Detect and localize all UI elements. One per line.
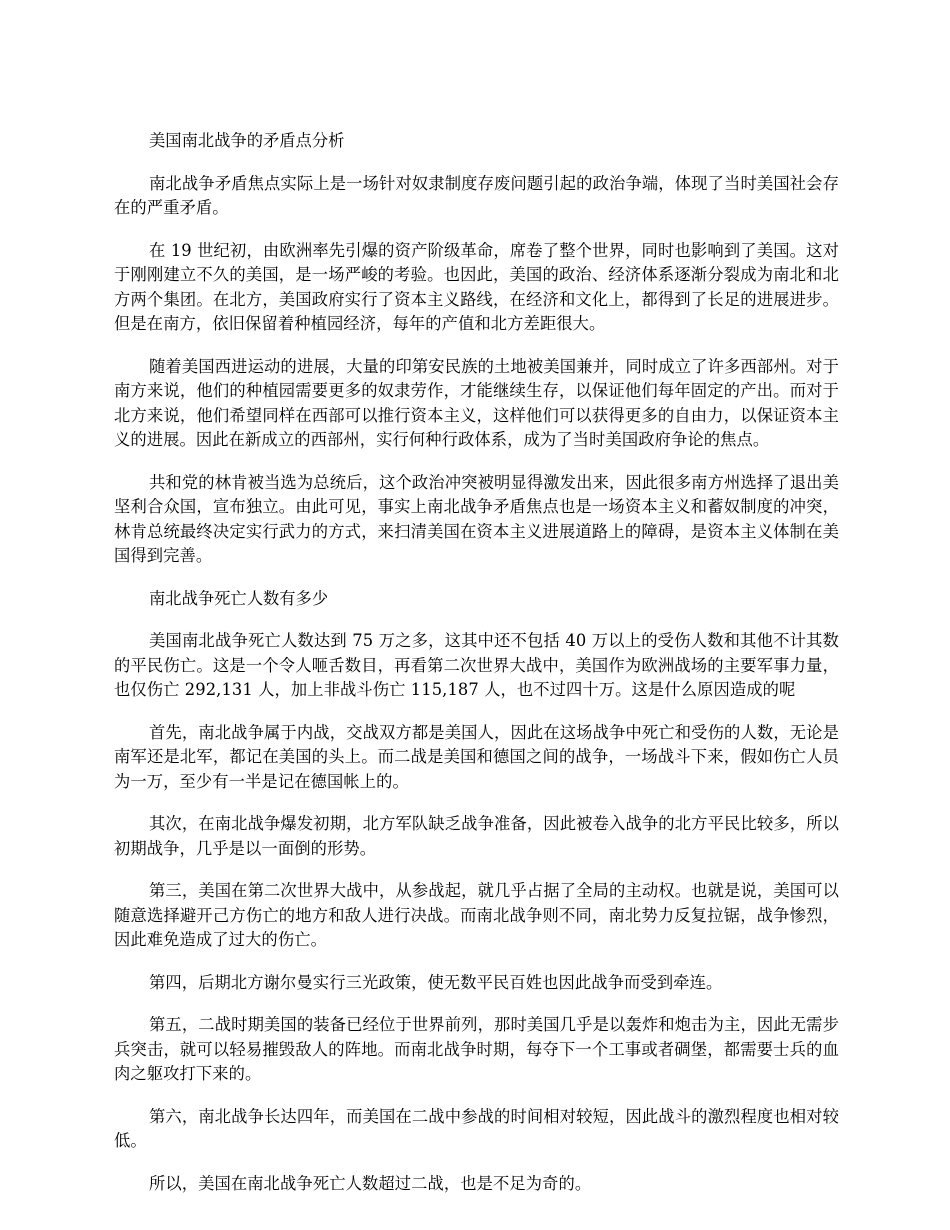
paragraph: 第三，美国在第二次世界大战中，从参战起，就几乎占据了全局的主动权。也就是说，美国可以随意选择避开己方伤亡的地方和敌人进行决战。而南北战争则不同，南北势力反复拉锯，战争惨烈，因此难免造成了过大的伤亡。 <box>114 881 839 949</box>
paragraph: 其次，在南北战争爆发初期，北方军队缺乏战争准备，因此被卷入战争的北方平民比较多，所以初期战争，几乎是以一面倒的形势。 <box>114 814 839 858</box>
section-heading-casualties: 南北战争死亡人数有多少 <box>149 588 329 608</box>
paragraph: 第四，后期北方谢尔曼实行三光政策，使无数平民百姓也因此战争而受到牵连。 <box>149 972 723 992</box>
paragraph: 第五，二战时期美国的装备已经位于世界前列，那时美国几乎是以轰炸和炮击为主，因此无需步兵突击，就可以轻易摧毁敌人的阵地。而南北战争时期，每夺下一个工事或者碉堡，都需要士兵的血肉之躯攻打下来的。 <box>114 1015 839 1083</box>
section-heading-contradictions: 美国南北战争的矛盾点分析 <box>149 131 345 150</box>
paragraph: 第六，南北战争长达四年，而美国在二战中参战的时间相对较短，因此战斗的激烈程度也相对较低。 <box>114 1106 839 1150</box>
paragraph: 所以，美国在南北战争死亡人数超过二战，也是不足为奇的。 <box>149 1173 592 1193</box>
paragraph: 首先，南北战争属于内战，交战双方都是美国人，因此在这场战争中死亡和受伤的人数，无论是南军还是北军，都记在美国的头上。而二战是美国和德国之间的战争，一场战斗下来，假如伤亡人员为一万，至少有一半是记在德国帐上的。 <box>114 722 839 791</box>
document-body <box>114 129 839 1196</box>
paragraph: 南北战争矛盾焦点实际上是一场针对奴隶制度存废问题引起的政治争端，体现了当时美国社会存在的严重矛盾。 <box>114 173 839 217</box>
paragraph: 共和党的林肯被当选为总统后，这个政治冲突被明显得激发出来，因此很多南方州选择了退出美坚利合众国，宣布独立。由此可见，事实上南北战争矛盾焦点也是一场资本主义和蓄奴制度的冲突，林肯总统最终决定实行武力的方式，来扫清美国在资本主义进展道路上的障碍，是资本主义体制在美国得到完善。 <box>114 472 839 565</box>
paragraph: 美国南北战争死亡人数达到 75 万之多，这其中还不包括 40 万以上的受伤人数和其他不计其数的平民伤亡。这是一个令人咂舌数目，再看第二次世界大战中，美国作为欧洲战场的主要军事力量，也仅伤亡 292,131 人，加上非战斗伤亡 115,187 人，也不过四十万。这是什么原因造成的呢 <box>114 631 839 699</box>
paragraph: 在 19 世纪初，由欧洲率先引爆的资产阶级革命，席卷了整个世界，同时也影响到了美国。这对于刚刚建立不久的美国，是一场严峻的考验。也因此，美国的政治、经济体系逐渐分裂成为南北和北方两个集团。在北方，美国政府实行了资本主义路线，在经济和文化上，都得到了长足的进展进步。但是在南方，依旧保留着种植园经济，每年的产值和北方差距很大。 <box>114 240 839 333</box>
paragraph: 随着美国西进运动的进展，大量的印第安民族的土地被美国兼并，同时成立了许多西部州。对于南方来说，他们的种植园需要更多的奴隶劳作，才能继续生存，以保证他们每年固定的产出。而对于北方来说，他们希望同样在西部可以推行资本主义，这样他们可以获得更多的自由力，以保证资本主义的进展。因此在新成立的西部州，实行何种行政体系，成为了当时美国政府争论的焦点。 <box>114 356 839 449</box>
